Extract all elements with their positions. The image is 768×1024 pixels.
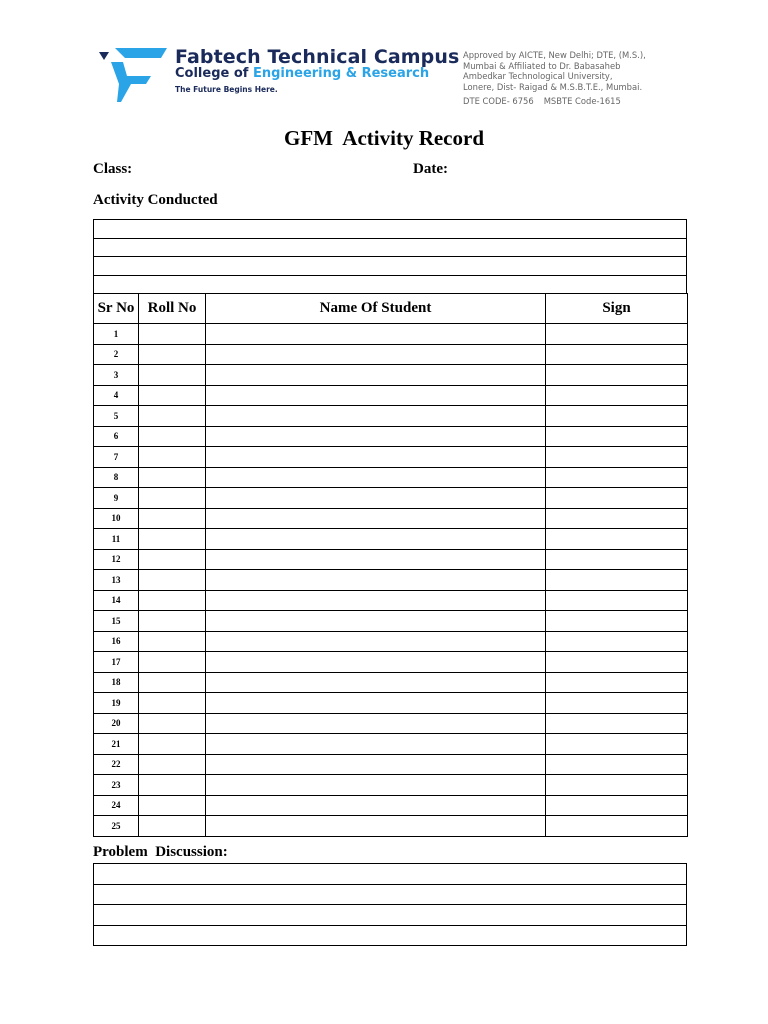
sign-cell[interactable]: [546, 549, 688, 570]
student-name-cell[interactable]: [206, 447, 546, 468]
sr-no-cell: 12: [94, 549, 139, 570]
table-row: [94, 549, 688, 570]
roll-no-cell[interactable]: [139, 795, 206, 816]
student-name-cell[interactable]: [206, 467, 546, 488]
student-name-cell[interactable]: [206, 324, 546, 345]
student-name-cell[interactable]: [206, 529, 546, 550]
problem-cell[interactable]: [94, 864, 687, 885]
student-name-cell[interactable]: [206, 693, 546, 714]
roll-no-cell[interactable]: [139, 611, 206, 632]
table-row: [94, 631, 688, 652]
sign-cell[interactable]: [546, 611, 688, 632]
sign-cell[interactable]: [546, 754, 688, 775]
roll-no-cell[interactable]: [139, 754, 206, 775]
attendance-header-row: [94, 294, 688, 324]
student-name-cell[interactable]: [206, 549, 546, 570]
sr-no-cell: 20: [94, 713, 139, 734]
sr-no-cell: 23: [94, 775, 139, 796]
table-row: [94, 406, 688, 427]
table-row: [94, 467, 688, 488]
date-label: Date:: [413, 161, 448, 177]
sign-cell[interactable]: [546, 631, 688, 652]
table-row: [94, 693, 688, 714]
attendance-body: [94, 324, 688, 837]
sign-cell[interactable]: [546, 426, 688, 447]
sr-no-cell: 24: [94, 795, 139, 816]
activity-row: [94, 275, 687, 294]
msbte-code: MSBTE Code-1615: [543, 96, 621, 106]
activity-row: [94, 257, 687, 276]
sign-cell[interactable]: [546, 590, 688, 611]
sign-cell[interactable]: [546, 529, 688, 550]
roll-no-cell[interactable]: [139, 590, 206, 611]
problem-cell[interactable]: [94, 884, 687, 905]
student-name-cell[interactable]: [206, 795, 546, 816]
sr-no-cell: 5: [94, 406, 139, 427]
sr-no-cell: 21: [94, 734, 139, 755]
sign-cell[interactable]: [546, 816, 688, 837]
roll-no-cell[interactable]: [139, 713, 206, 734]
sr-no-cell: 4: [94, 385, 139, 406]
sign-cell[interactable]: [546, 344, 688, 365]
student-name-cell[interactable]: [206, 754, 546, 775]
sr-no-cell: 13: [94, 570, 139, 591]
dte-code: DTE CODE- 6756: [463, 96, 534, 106]
table-row: [94, 775, 688, 796]
sr-no-cell: 16: [94, 631, 139, 652]
activity-cell[interactable]: [94, 220, 687, 239]
activity-cell[interactable]: [94, 238, 687, 257]
roll-no-cell[interactable]: [139, 324, 206, 345]
roll-no-cell[interactable]: [139, 734, 206, 755]
table-row: [94, 529, 688, 550]
sign-cell[interactable]: [546, 734, 688, 755]
table-row: [94, 570, 688, 591]
sr-no-cell: 22: [94, 754, 139, 775]
student-name-cell[interactable]: [206, 426, 546, 447]
student-name-cell[interactable]: [206, 631, 546, 652]
roll-no-cell[interactable]: [139, 549, 206, 570]
student-name-cell[interactable]: [206, 590, 546, 611]
roll-no-cell[interactable]: [139, 816, 206, 837]
problem-row: [94, 884, 687, 905]
roll-no-cell[interactable]: [139, 385, 206, 406]
activity-conducted-label: Activity Conducted: [93, 192, 218, 208]
activity-row: [94, 238, 687, 257]
student-name-cell[interactable]: [206, 652, 546, 673]
problem-cell[interactable]: [94, 905, 687, 926]
table-row: [94, 426, 688, 447]
problem-row: [94, 864, 687, 885]
sign-cell[interactable]: [546, 672, 688, 693]
student-name-cell[interactable]: [206, 508, 546, 529]
sr-no-cell: 19: [94, 693, 139, 714]
roll-no-cell[interactable]: [139, 488, 206, 509]
sign-cell[interactable]: [546, 467, 688, 488]
table-row: [94, 590, 688, 611]
sr-no-cell: 7: [94, 447, 139, 468]
student-name-cell[interactable]: [206, 713, 546, 734]
sign-cell[interactable]: [546, 693, 688, 714]
table-row: [94, 324, 688, 345]
roll-no-cell[interactable]: [139, 672, 206, 693]
problem-discussion-table: [93, 863, 687, 946]
student-name-cell[interactable]: [206, 611, 546, 632]
roll-no-cell[interactable]: [139, 447, 206, 468]
sr-no-cell: 17: [94, 652, 139, 673]
sr-no-cell: 6: [94, 426, 139, 447]
table-row: [94, 754, 688, 775]
table-row: [94, 611, 688, 632]
table-row: [94, 365, 688, 386]
sign-cell[interactable]: [546, 775, 688, 796]
problem-row: [94, 905, 687, 926]
sr-no-cell: 25: [94, 816, 139, 837]
roll-no-cell[interactable]: [139, 344, 206, 365]
roll-no-cell[interactable]: [139, 467, 206, 488]
table-row: [94, 795, 688, 816]
student-name-cell[interactable]: [206, 775, 546, 796]
student-name-cell[interactable]: [206, 570, 546, 591]
problem-cell[interactable]: [94, 925, 687, 946]
sr-no-cell: 14: [94, 590, 139, 611]
institution-codes: [463, 96, 621, 106]
sr-no-cell: 11: [94, 529, 139, 550]
activity-row: [94, 220, 687, 239]
sr-no-cell: 8: [94, 467, 139, 488]
page-title: GFM Activity Record: [283, 126, 485, 150]
table-row: [94, 672, 688, 693]
college-name: College of Engineering & Research: [175, 66, 430, 81]
student-name-cell[interactable]: [206, 488, 546, 509]
sr-no-cell: 15: [94, 611, 139, 632]
approval-text: Approved by AICTE, New Delhi; DTE, (M.S.), Mumbai & Affiliated to Dr. Babasaheb Ambedkar Technological University, Lonere, Dist- Raigad & M.S.B.T.E., Mumbai.: [463, 50, 646, 92]
student-name-cell[interactable]: [206, 672, 546, 693]
tagline: The Future Begins Here.: [175, 85, 278, 94]
roll-no-cell[interactable]: [139, 631, 206, 652]
sr-no-cell: 1: [94, 324, 139, 345]
activity-cell[interactable]: [94, 275, 687, 294]
sr-no-cell: 10: [94, 508, 139, 529]
student-name-cell[interactable]: [206, 385, 546, 406]
sr-no-cell: 3: [94, 365, 139, 386]
roll-no-cell[interactable]: [139, 426, 206, 447]
college-logo: [97, 46, 169, 104]
problem-discussion-label: Problem Discussion:: [93, 844, 228, 860]
class-label: Class:: [93, 161, 133, 177]
table-row: [94, 734, 688, 755]
roll-no-cell[interactable]: [139, 775, 206, 796]
sr-no-cell: 18: [94, 672, 139, 693]
sr-no-cell: 9: [94, 488, 139, 509]
problem-row: [94, 925, 687, 946]
header-name-of-student: Name Of Student: [206, 294, 546, 324]
student-name-cell[interactable]: [206, 344, 546, 365]
sr-no-cell: 2: [94, 344, 139, 365]
student-name-cell[interactable]: [206, 734, 546, 755]
activity-conducted-table: [93, 219, 687, 294]
roll-no-cell[interactable]: [139, 508, 206, 529]
sign-cell[interactable]: [546, 795, 688, 816]
table-row: [94, 385, 688, 406]
sign-cell[interactable]: [546, 508, 688, 529]
table-row: [94, 816, 688, 837]
sign-cell[interactable]: [546, 406, 688, 427]
student-name-cell[interactable]: [206, 406, 546, 427]
table-row: [94, 652, 688, 673]
roll-no-cell[interactable]: [139, 406, 206, 427]
sign-cell[interactable]: [546, 324, 688, 345]
sign-cell[interactable]: [546, 652, 688, 673]
header-sr-no: Sr No: [94, 294, 139, 324]
sign-cell[interactable]: [546, 570, 688, 591]
roll-no-cell[interactable]: [139, 570, 206, 591]
header-sign: Sign: [546, 294, 688, 324]
roll-no-cell[interactable]: [139, 652, 206, 673]
table-row: [94, 344, 688, 365]
roll-no-cell[interactable]: [139, 365, 206, 386]
roll-no-cell[interactable]: [139, 529, 206, 550]
sign-cell[interactable]: [546, 365, 688, 386]
table-row: [94, 508, 688, 529]
sign-cell[interactable]: [546, 713, 688, 734]
sign-cell[interactable]: [546, 488, 688, 509]
student-name-cell[interactable]: [206, 365, 546, 386]
table-row: [94, 447, 688, 468]
roll-no-cell[interactable]: [139, 693, 206, 714]
sign-cell[interactable]: [546, 447, 688, 468]
table-row: [94, 713, 688, 734]
sign-cell[interactable]: [546, 385, 688, 406]
student-name-cell[interactable]: [206, 816, 546, 837]
table-row: [94, 488, 688, 509]
attendance-table: [93, 293, 688, 837]
activity-cell[interactable]: [94, 257, 687, 276]
campus-name: Fabtech Technical Campus: [175, 46, 460, 68]
header-roll-no: Roll No: [139, 294, 206, 324]
